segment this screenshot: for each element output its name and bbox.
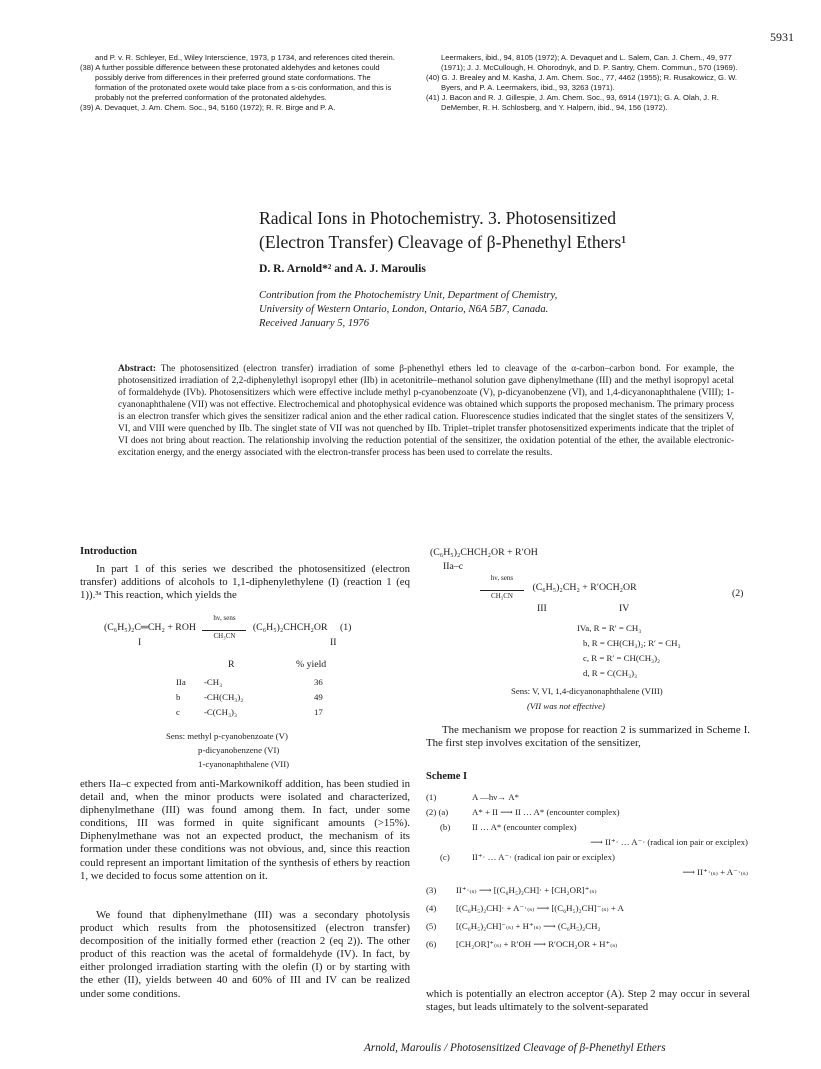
compound-label: II xyxy=(330,637,337,648)
footnote: (41) J. Bacon and R. J. Gillespie, J. Am. Chem. Soc., 93, 6914 (1971); G. A. Olah, J. R. DeMember, R. H. Schlosberg, and Y. Halpern, ibid., 94, 156 (1972). xyxy=(426,93,719,112)
reaction-arrow xyxy=(480,574,524,601)
footnotes-left xyxy=(80,53,398,113)
sensitizer: 1-cyanonaphthalene (VII) xyxy=(198,759,290,769)
abstract-text: The photosensitized (electron transfer) irradiation of some β-phenethyl ethers led to cleavage of the α-carbon–carbon bond. For example, the photosensitized irradiation of 2,2-diphenylethyl isopropyl ether (IIb) in acetonitrile–methanol solution gave diphenylmethane (III) and the methyl isopropyl acetal of formaldehyde (IVb). Photosensitizers which were effective include methyl p-cyanobenzoate (V), p-dicyanobenzene (VI), and 1,4-dicyanonaphthalene (VIII); 1-cyanonaphthalene (VII) was not effective. Electrochemical and photophysical evidence was obtained which supports the proposed mechanism. The primary process is an electron transfer which gives the sensitizer radical anion and the ether radical cation. Fluorescence studies indicated that the singlet states of the sensitizers V, VI, and VIII were quenched by IIb. The singlet state of VII was not quenched by IIb. Triplet–triplet transfer photosensitized experiments indicate that the triplet of VI does not bring about reaction. The relationship involving the reduction potential of the sensitizer, the oxidation potential of the ether, the available electronic-excitation energy, and the energy associated with the electron-transfer process has been used to correlate the results. xyxy=(118,364,734,458)
arrow-conditions-bottom: CH₃CN xyxy=(491,592,513,601)
scheme-heading: Scheme I xyxy=(426,771,468,782)
page-number: 5931 xyxy=(770,30,794,44)
arrow-conditions-top: hν, sens xyxy=(213,614,236,623)
abstract-label: Abstract: xyxy=(118,364,157,374)
scheme-1 xyxy=(426,790,752,952)
equation-1 xyxy=(104,614,352,641)
sensitizer: p-dicyanobenzene (VI) xyxy=(198,745,280,755)
compound-label: IV xyxy=(619,603,630,614)
scheme-step: (6) [CH₂OR]⁺₍ₛ₎ + R′OH ⟶ R′OCH₂OR + H⁺₍ₛ₎ xyxy=(426,939,618,950)
equation-2 xyxy=(480,574,637,601)
scheme-step: (3) II⁺·₍ₛ₎ ⟶ [(C₆H₅)₂CH]· + [CH₂OR]⁺₍ₛ₎ xyxy=(426,885,597,896)
scheme-step: ⟶ II⁺· … A⁻· (radical ion pair or exciplex) xyxy=(590,836,748,847)
table-row: c -C(CH₃)₃ 17 xyxy=(176,707,323,717)
authors: D. R. Arnold*² and A. J. Maroulis xyxy=(259,262,426,275)
section-heading-introduction: Introduction xyxy=(80,546,137,557)
arrow-conditions-bottom: CH₃CN xyxy=(213,632,236,641)
eq2-reactants: (C₆H₅)₂CHCH₂OR + R′OH xyxy=(430,547,538,558)
footnote: Leermakers, ibid., 94, 8105 (1972); A. Devaquet and L. Salem, Can. J. Chem., 49, 977 (1971); J. J. McCullough, H. Ohorodnyk, and D. P. Santry, Chem. Commun., 570 (1969). xyxy=(441,53,738,72)
scheme-step: (4) [(C₆H₅)₂CH]· + A⁻·₍ₛ₎ ⟶ [(C₆H₅)₂CH]⁻₍ₛ₎ + A xyxy=(426,903,624,914)
intro-paragraph-1: In part 1 of this series we described the photosensitized (electron transfer) additions of alcohols to 1,1-diphenylethylene (I) (reaction 1 (eq 1)).³ᵃ This reaction, which yields the xyxy=(80,563,410,602)
scheme-step: ⟶ II⁺·₍ₛ₎ + A⁻·₍ₛ₎ xyxy=(682,866,748,877)
yield-table xyxy=(176,675,323,720)
title-line-2: (Electron Transfer) Cleavage of β-Phenethyl Ethers¹ xyxy=(259,232,627,252)
table-header-yield: % yield xyxy=(296,659,327,670)
table-row: IIa -CH₃ 36 xyxy=(176,677,323,687)
intro-paragraph-3: We found that diphenylmethane (III) was a secondary photolysis product which results from the photosensitized (electron transfer) decomposition of the initially formed ether (reaction 2 (eq 2)). The other product of this reaction was the acetal of formaldehyde (IV). In fact, by either prolonged irradiation starting with the olefin (I) or by starting with the ether (II), yields between 40 and 60% of III and IV can be realized under some conditions. xyxy=(80,909,410,1000)
sensitizer-list xyxy=(166,729,289,771)
abstract xyxy=(118,363,734,459)
variant: b, R = CH(CH₃)₂; R′ = CH₃ xyxy=(583,638,681,648)
equation-number: (2) xyxy=(732,588,744,599)
equation-number: (1) xyxy=(339,622,352,633)
mechanism-paragraph-2: which is potentially an electron acceptor (A). Step 2 may occur in several stages, but leads ultimately to the solvent-separated xyxy=(426,988,750,1014)
footnotes-right xyxy=(426,53,750,113)
affiliation-line: University of Western Ontario, London, Ontario, N6A 5B7, Canada. xyxy=(259,304,549,315)
variant: c, R = R′ = CH(CH₃)₂ xyxy=(583,653,661,663)
compound-label: III xyxy=(537,603,547,614)
scheme-step: (5) [(C₆H₅)₂CH]⁻₍ₛ₎ + H⁺₍ₛ₎ ⟶ (C₆H₅)₂CH₂ xyxy=(426,921,601,932)
received-date: Received January 5, 1976 xyxy=(259,318,370,329)
footnote: (40) G. J. Brealey and M. Kasha, J. Am. Chem. Soc., 77, 4462 (1955); R. Rusakowicz, G. W. Byers, and P. A. Leermakers, ibid., 93, 3263 (1971). xyxy=(426,73,738,92)
arrow-conditions-top: hν, sens xyxy=(490,574,514,583)
table-row: b -CH(CH₃)₂ 49 xyxy=(176,692,323,702)
compound-label: I xyxy=(138,637,142,648)
scheme-step: (2) (a) A* + II ⟶ II … A* (encounter complex) xyxy=(426,806,620,817)
scheme-step: (c) II⁺· … A⁻· (radical ion pair or exciplex) xyxy=(440,851,615,862)
table-header-r: R xyxy=(228,659,235,670)
affiliation xyxy=(259,289,557,331)
eq2-sensitizers: Sens: V, VI, 1,4-dicyanonaphthalene (VIII) xyxy=(511,686,663,696)
reaction-arrow xyxy=(202,614,246,641)
eq2-note: (VII was not effective) xyxy=(527,701,605,711)
affiliation-line: Contribution from the Photochemistry Unit, Department of Chemistry, xyxy=(259,290,558,301)
article-title xyxy=(259,206,626,254)
footnote: (38) A further possible difference between these protonated aldehydes and ketones could possibly derive from differences in their preferred ground state conformations. The formation of the protonated oxete would take place from a s-cis conformation, and this is probably not the preferred conformation of the protonated aldehydes. xyxy=(80,63,392,102)
compound-label: IIa–c xyxy=(443,561,464,572)
sensitizer: Sens: methyl p-cyanobenzoate (V) xyxy=(166,731,288,741)
title-line-1: Radical Ions in Photochemistry. 3. Photosensitized xyxy=(259,208,617,228)
running-footer: Arnold, Maroulis / Photosensitized Cleavage of β-Phenethyl Ethers xyxy=(364,1042,666,1054)
intro-paragraph-2: ethers IIa–c expected from anti-Markownikoff addition, has been studied in detail and, when the minor products were isolated and characterized, diphenylmethane (III) was found among them. In fact, under some conditions, III was formed in quite significant amounts (>15%). Diphenylmethane was not an expected product, the mechanism of its formation under these conditions was not obvious, and, since this reaction could represent an important limitation of the synthesis of ethers by reaction 1, we decided to focus some attention on it. xyxy=(80,778,410,882)
mechanism-paragraph: The mechanism we propose for reaction 2 is summarized in Scheme I. The first step involves excitation of the sensitizer, xyxy=(426,724,750,750)
eq2-products: (C₆H₅)₂CH₂ + R′OCH₂OR xyxy=(532,582,637,593)
eq1-product: (C₆H₅)₂CHCH₂OR xyxy=(252,622,328,633)
variant: d, R = C(CH₃)₃ xyxy=(583,668,638,678)
scheme-step: (1) A —hν→ A* xyxy=(426,792,519,802)
scheme-step: (b) II … A* (encounter complex) xyxy=(440,821,577,832)
variant: IVa, R = R′ = CH₃ xyxy=(577,623,642,633)
footnote: and P. v. R. Schleyer, Ed., Wiley Interscience, 1973, p 1734, and references cited therein. xyxy=(95,53,395,62)
footnote: (39) A. Devaquet, J. Am. Chem. Soc., 94, 5160 (1972); R. R. Birge and P. A. xyxy=(80,103,336,112)
eq1-reactants: (C₆H₅)₂C═CH₂ + ROH xyxy=(104,622,196,633)
acetal-variants xyxy=(577,621,681,681)
